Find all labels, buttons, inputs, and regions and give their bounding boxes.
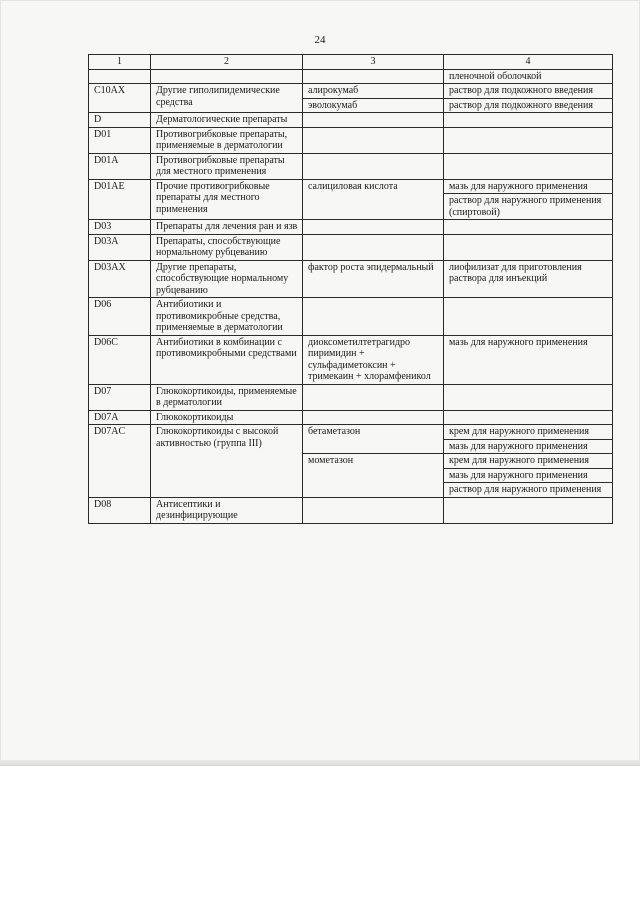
dosage-form-cell: мазь для наружного применения xyxy=(444,468,613,483)
drug-name-cell xyxy=(303,113,444,128)
table-row xyxy=(89,335,613,384)
dosage-form-cell: лиофилизат для приготовления раствора для инъекций xyxy=(444,260,613,298)
drug-name-cell xyxy=(303,69,444,84)
dosage-form-cell xyxy=(444,220,613,235)
page-blank-area xyxy=(0,766,640,905)
dosage-form-cell: раствор для подкожного введения xyxy=(444,84,613,99)
atc-code-cell: D07A xyxy=(89,410,151,425)
dosage-form-cell: крем для наружного применения xyxy=(444,425,613,440)
dosage-form-cell xyxy=(444,384,613,410)
table-row xyxy=(89,260,613,298)
table-row xyxy=(89,410,613,425)
atc-group-name-cell: Препараты для лечения ран и язв xyxy=(151,220,303,235)
atc-code-cell: D03A xyxy=(89,234,151,260)
dosage-form-cell xyxy=(444,298,613,336)
atc-group-name-cell: Дерматологические препараты xyxy=(151,113,303,128)
dosage-form-cell: мазь для наружного применения xyxy=(444,439,613,454)
table-body xyxy=(89,69,613,523)
drug-name-cell xyxy=(303,153,444,179)
dosage-form-cell: раствор для наружного применения (спиртовой) xyxy=(444,194,613,220)
table-row xyxy=(89,384,613,410)
dosage-form-cell xyxy=(444,410,613,425)
drug-name-cell: фактор роста эпидермальный xyxy=(303,260,444,298)
atc-code-cell: D07AC xyxy=(89,425,151,498)
atc-code-cell: D06C xyxy=(89,335,151,384)
drug-name-cell xyxy=(303,410,444,425)
atc-code-cell: D06 xyxy=(89,298,151,336)
table-row xyxy=(89,153,613,179)
table-row xyxy=(89,497,613,523)
drug-name-cell xyxy=(303,497,444,523)
atc-code-cell: D03AX xyxy=(89,260,151,298)
atc-group-name-cell: Прочие противогрибковые препараты для местного применения xyxy=(151,179,303,220)
table-row xyxy=(89,84,613,99)
dosage-form-cell: мазь для наружного применения xyxy=(444,335,613,384)
atc-group-name-cell: Противогрибковые препараты, применяемые в дерматологии xyxy=(151,127,303,153)
atc-code-cell: D03 xyxy=(89,220,151,235)
dosage-form-cell xyxy=(444,153,613,179)
column-header-2: 2 xyxy=(151,55,303,70)
atc-group-name-cell: Глюкокортикоиды xyxy=(151,410,303,425)
column-header-4: 4 xyxy=(444,55,613,70)
page-number: 24 xyxy=(314,34,326,46)
atc-group-name-cell: Глюкокортикоиды, применяемые в дерматологии xyxy=(151,384,303,410)
dosage-form-cell: крем для наружного применения xyxy=(444,454,613,469)
atc-code-cell: D01A xyxy=(89,153,151,179)
drug-name-cell: бетаметазон xyxy=(303,425,444,454)
table-header-row xyxy=(89,55,613,70)
table-row xyxy=(89,298,613,336)
dosage-form-cell: мазь для наружного применения xyxy=(444,179,613,194)
table-row xyxy=(89,234,613,260)
table-row xyxy=(89,220,613,235)
atc-group-name-cell: Другие гиполипидемические средства xyxy=(151,84,303,113)
dosage-form-cell xyxy=(444,497,613,523)
atc-code-cell: D08 xyxy=(89,497,151,523)
atc-code-cell xyxy=(89,69,151,84)
column-header-3: 3 xyxy=(303,55,444,70)
atc-code-cell: D01AE xyxy=(89,179,151,220)
atc-code-cell: D01 xyxy=(89,127,151,153)
atc-group-name-cell: Антибиотики в комбинации с противомикробными средствами xyxy=(151,335,303,384)
drug-table xyxy=(88,54,613,524)
drug-name-cell: мометазон xyxy=(303,454,444,498)
atc-group-name-cell: Другие препараты, способствующие нормальному рубцеванию xyxy=(151,260,303,298)
atc-group-name-cell: Антибиотики и противомикробные средства, применяемые в дерматологии xyxy=(151,298,303,336)
drug-name-cell: салициловая кислота xyxy=(303,179,444,220)
dosage-form-cell xyxy=(444,127,613,153)
table-row xyxy=(89,113,613,128)
dosage-form-cell: пленочной оболочкой xyxy=(444,69,613,84)
table-row xyxy=(89,127,613,153)
column-header-1: 1 xyxy=(89,55,151,70)
atc-group-name-cell: Глюкокортикоиды с высокой активностью (группа III) xyxy=(151,425,303,498)
dosage-form-cell: раствор для наружного применения xyxy=(444,483,613,498)
atc-code-cell: D07 xyxy=(89,384,151,410)
table-row xyxy=(89,69,613,84)
dosage-form-cell: раствор для подкожного введения xyxy=(444,98,613,113)
dosage-form-cell xyxy=(444,113,613,128)
atc-code-cell: C10AX xyxy=(89,84,151,113)
atc-group-name-cell: Противогрибковые препараты для местного применения xyxy=(151,153,303,179)
table-row xyxy=(89,179,613,194)
drug-name-cell: алирокумаб xyxy=(303,84,444,99)
drug-name-cell xyxy=(303,127,444,153)
drug-name-cell xyxy=(303,220,444,235)
atc-group-name-cell: Препараты, способствующие нормальному рубцеванию xyxy=(151,234,303,260)
atc-code-cell: D xyxy=(89,113,151,128)
table-row xyxy=(89,425,613,440)
drug-name-cell xyxy=(303,298,444,336)
drug-name-cell: диоксометилтетрагидро пиримидин + сульфадиметоксин + тримекаин + хлорамфеникол xyxy=(303,335,444,384)
drug-name-cell: эволокумаб xyxy=(303,98,444,113)
drug-name-cell xyxy=(303,234,444,260)
dosage-form-cell xyxy=(444,234,613,260)
atc-group-name-cell xyxy=(151,69,303,84)
atc-group-name-cell: Антисептики и дезинфицирующие xyxy=(151,497,303,523)
drug-name-cell xyxy=(303,384,444,410)
